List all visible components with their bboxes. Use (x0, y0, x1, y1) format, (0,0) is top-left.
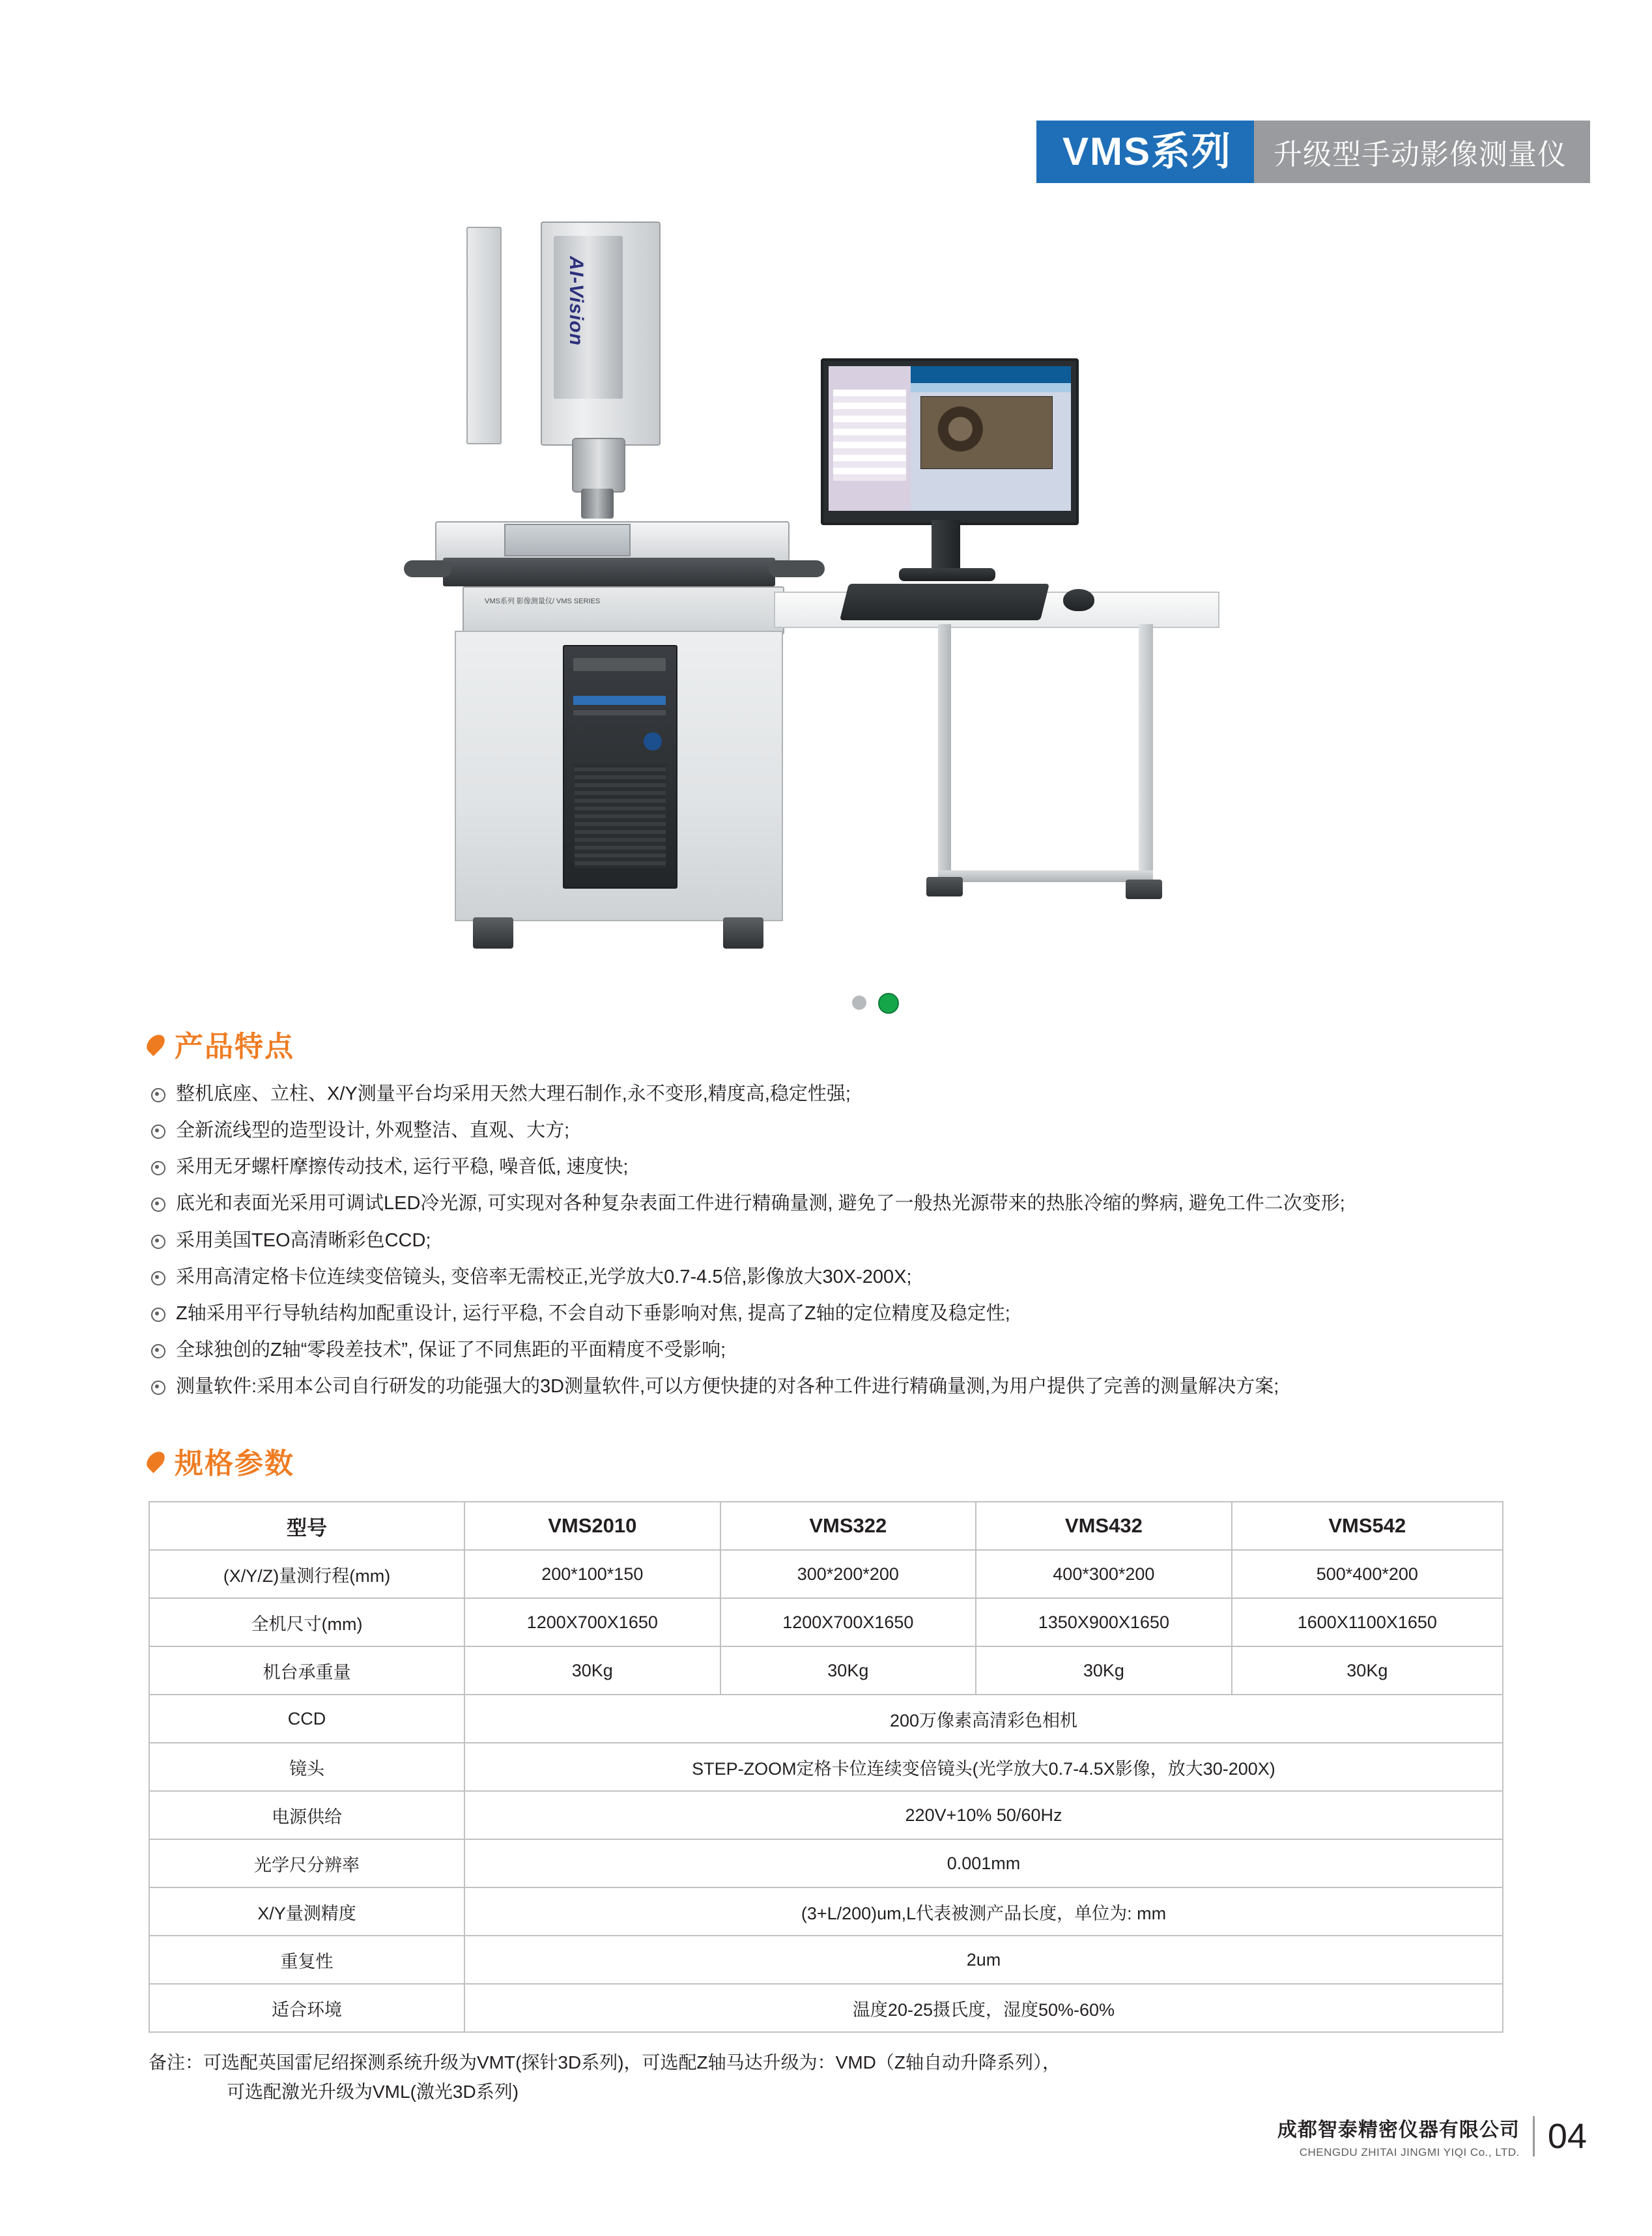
list-item (149, 1301, 1345, 1326)
keyboard (840, 584, 1049, 620)
table-cell: 500*400*200 (1232, 1550, 1503, 1598)
table-row (149, 1695, 1503, 1743)
monitor-screen (829, 366, 1071, 511)
table-row (149, 1743, 1503, 1791)
table-cell: 1200X700X1650 (464, 1598, 720, 1646)
feature-list (149, 1082, 1345, 1399)
feature-text: 底光和表面光采用可调试LED冷光源, 可实现对各种复杂表面工件进行精确量测, 避免了一般热光源带来的热胀冷缩的弊病, 避免工件二次变形; (176, 1193, 1345, 1214)
desk-foot-right (1126, 880, 1162, 899)
features-section (149, 1023, 1345, 1411)
row-label: 重复性 (149, 1936, 464, 1984)
feature-text: 全新流线型的造型设计, 外观整洁、直观、大方; (176, 1120, 570, 1141)
footer-divider (1533, 2116, 1535, 2157)
row-label: 机台承重量 (149, 1646, 464, 1695)
droplet-icon (143, 1448, 168, 1473)
feature-text: 全球独创的Z轴“零段差技术”, 保证了不同焦距的平面精度不受影响; (176, 1339, 726, 1360)
row-label: 光学尺分辨率 (149, 1839, 464, 1887)
header-banner (1036, 121, 1590, 183)
feature-text: 测量软件:采用本公司自行研发的功能强大的3D测量软件,可以方便快捷的对各种工件进行精确量测,为用户提供了完善的测量解决方案; (176, 1376, 1279, 1398)
row-label: 电源供给 (149, 1791, 464, 1839)
table-cell: 2um (464, 1936, 1503, 1984)
monitor (821, 358, 1079, 525)
list-item (149, 1154, 1345, 1180)
list-item (149, 1338, 1345, 1363)
feature-text: 采用无牙螺杆摩擦传动技术, 运行平稳, 噪音低, 速度快; (176, 1156, 629, 1178)
table-cell: STEP-ZOOM定格卡位连续变倍镜头(光学放大0.7-4.5X影像，放大30-200X) (464, 1743, 1503, 1791)
company-name-cn: 成都智泰精密仪器有限公司 (1277, 2119, 1520, 2141)
machine-objective-lens (581, 489, 614, 519)
optical-drive-bay (573, 658, 666, 671)
tower-power-button (644, 732, 662, 751)
mouse (1063, 589, 1094, 611)
feature-text: 采用美国TEO高清晰彩色CCD; (176, 1229, 431, 1251)
row-label: (X/Y/Z)量测行程(mm) (149, 1550, 464, 1598)
machine-column (541, 222, 661, 446)
row-label: 全机尺寸(mm) (149, 1598, 464, 1646)
table-row (149, 1936, 1503, 1984)
machine-lens-body (572, 438, 625, 493)
table-cell: 1600X1100X1650 (1232, 1598, 1503, 1646)
desk-crossbar (938, 870, 1153, 882)
table-cell: 30Kg (976, 1646, 1232, 1695)
software-data-list (833, 390, 906, 481)
features-title: 产品特点 (175, 1031, 294, 1063)
specs-note-line-1: 备注：可选配英国雷尼绍探测系统升级为VMT(探针3D系列)，可选配Z轴马达升级为：VMD（Z轴自动升降系列）， (149, 2052, 1061, 2072)
column-header: VMS542 (1232, 1502, 1503, 1550)
monitor-stand-neck (932, 520, 960, 571)
table-cell: 30Kg (1232, 1646, 1503, 1695)
machine-foot-right (723, 917, 763, 949)
features-heading (149, 1023, 1345, 1065)
bullet-icon (151, 1381, 165, 1395)
stage-base-rail (443, 558, 775, 586)
panel-power-button (878, 993, 899, 1014)
bullet-icon (151, 1235, 165, 1249)
machine-foot-left (473, 917, 513, 949)
list-item (149, 1374, 1345, 1399)
list-item (149, 1118, 1345, 1143)
tower-panel-strip (573, 710, 666, 715)
series-title: VMS系列 (1036, 121, 1254, 183)
monitor-stand-base (899, 568, 995, 581)
table-cell: (3+L/200)um,L代表被测产品长度，单位为: mm (464, 1887, 1503, 1936)
bullet-icon (151, 1344, 165, 1358)
tower-accent-strip (573, 696, 666, 705)
table-cell: 200万像素高清彩色相机 (464, 1695, 1503, 1743)
stage-glass (504, 524, 631, 556)
desk-leg-right (1139, 624, 1153, 885)
feature-text: 采用高清定格卡位连续变倍镜头, 变倍率无需校正,光学放大0.7-4.5倍,影像放大30X-200X; (176, 1266, 912, 1287)
row-label: CCD (149, 1695, 464, 1743)
table-cell: 1350X900X1650 (976, 1598, 1232, 1646)
machine-base-label: VMS系列 影像测量仪/ VMS SERIES (485, 597, 601, 605)
table-cell: 0.001mm (464, 1839, 1503, 1887)
table-row (149, 1646, 1503, 1695)
product-photo (339, 195, 1225, 984)
machine-brand-logo: AI-Vision (565, 256, 587, 346)
list-item (149, 1228, 1345, 1254)
column-header: VMS322 (720, 1502, 976, 1550)
bullet-icon (151, 1125, 165, 1139)
table-cell: 200*100*150 (464, 1550, 720, 1598)
table-row (149, 1598, 1503, 1646)
page-number: 04 (1547, 2117, 1587, 2156)
row-label: X/Y量测精度 (149, 1887, 464, 1936)
column-header: VMS2010 (464, 1502, 720, 1550)
specs-note (149, 2048, 1503, 2107)
feature-text: 整机底座、立柱、X/Y测量平台均采用天然大理石制作,永不变形,精度高,稳定性强; (176, 1083, 851, 1104)
series-subtitle: 升级型手动影像测量仪 (1254, 121, 1590, 183)
list-item (149, 1191, 1345, 1216)
table-cell: 300*200*200 (720, 1550, 976, 1598)
bullet-icon (151, 1088, 165, 1102)
table-cell: 400*300*200 (976, 1550, 1232, 1598)
machine-z-axis (466, 227, 502, 444)
column-header: 型号 (149, 1502, 464, 1550)
footer (1277, 2114, 1587, 2159)
software-toolbar-secondary (911, 383, 1071, 392)
bullet-icon (151, 1308, 165, 1322)
footer-company (1277, 2114, 1520, 2159)
table-cell: 30Kg (464, 1646, 720, 1695)
table-cell: 1200X700X1650 (720, 1598, 976, 1646)
bullet-icon (151, 1197, 165, 1212)
table-row (149, 1791, 1503, 1839)
list-item (149, 1082, 1345, 1107)
stage-knob-right (769, 560, 825, 577)
table-cell: 温度20-25摄氏度，湿度50%-60% (464, 1984, 1503, 2032)
table-row (149, 1839, 1503, 1887)
column-header: VMS432 (976, 1502, 1232, 1550)
panel-button-gray (852, 996, 866, 1010)
feature-text: Z轴采用平行导轨结构加配重设计, 运行平稳, 不会自动下垂影响对焦, 提高了Z轴的定位精度及稳定性; (176, 1302, 1010, 1324)
specs-heading (149, 1440, 1503, 1482)
table-cell: 220V+10% 50/60Hz (464, 1791, 1503, 1839)
desk-leg-left (938, 624, 951, 872)
tower-vent-grill (575, 764, 666, 868)
bullet-icon (151, 1161, 165, 1175)
bullet-icon (151, 1271, 165, 1285)
specs-title: 规格参数 (175, 1448, 294, 1480)
specs-table (149, 1501, 1503, 2033)
droplet-icon (143, 1031, 168, 1056)
row-label: 镜头 (149, 1743, 464, 1791)
company-name-en: CHENGDU ZHITAI JINGMI YIQI Co., LTD. (1299, 2146, 1520, 2158)
software-workpiece-image (920, 396, 1053, 469)
table-cell: 30Kg (720, 1646, 976, 1695)
table-header-row (149, 1502, 1503, 1550)
table-row (149, 1550, 1503, 1598)
list-item (149, 1265, 1345, 1290)
software-toolbar (911, 366, 1071, 383)
row-label: 适合环境 (149, 1984, 464, 2032)
desk-foot-left (926, 877, 963, 896)
table-row (149, 1887, 1503, 1936)
table-row (149, 1984, 1503, 2032)
desktop-computer-tower (563, 645, 677, 889)
specs-note-line-2: 可选配激光升级为VML(激光3D系列) (227, 2081, 519, 2102)
specs-section (149, 1440, 1503, 2107)
stage-knob-left (404, 560, 452, 577)
